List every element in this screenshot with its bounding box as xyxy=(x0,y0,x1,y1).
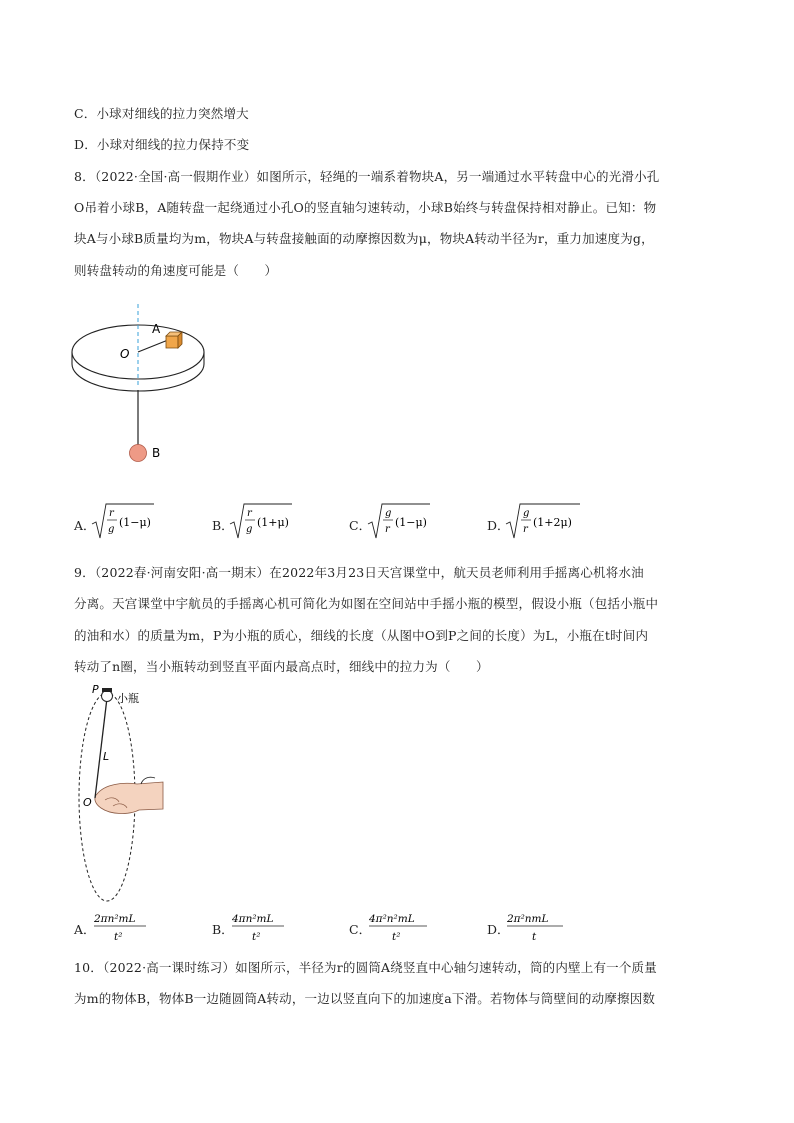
turntable-figure xyxy=(70,300,210,480)
svg-text:t²: t² xyxy=(252,931,261,943)
q9-stem-line-2: 分离。天宫课堂中宇航员的手摇离心机可简化为如图在空间站中手摇小瓶的模型，假设小瓶（包括小瓶中 xyxy=(74,596,659,611)
hand-icon xyxy=(95,777,163,813)
q8-stem-line-4: 则转盘转动的角速度可能是（ ） xyxy=(74,263,278,278)
q9-option-a-formula xyxy=(92,909,152,945)
q9-option-d-letter: D． xyxy=(487,922,510,937)
label-l: L xyxy=(103,750,110,763)
svg-text:t²: t² xyxy=(392,931,401,943)
svg-text:2π²nmL: 2π²nmL xyxy=(507,913,549,925)
svg-text:t²: t² xyxy=(114,931,123,943)
svg-text:r: r xyxy=(109,508,114,519)
label-o: O xyxy=(120,347,130,361)
q9-option-c-letter: C． xyxy=(349,922,372,937)
block-a-icon xyxy=(166,332,182,348)
q7-option-c: C．小球对细线的拉力突然增大 xyxy=(74,106,249,121)
q9-option-d-formula xyxy=(505,909,571,945)
q8-stem-line-1: 8．（2022·全国·高一假期作业）如图所示，轻绳的一端系着物块A，另一端通过水平转盘中心的光滑小孔 xyxy=(74,169,660,184)
q8-option-c-formula xyxy=(366,502,436,542)
q8-option-b-letter: B． xyxy=(212,518,234,533)
svg-text:r: r xyxy=(247,508,252,519)
q8-option-a-letter: A． xyxy=(74,518,96,533)
q7-option-d: D．小球对细线的拉力保持不变 xyxy=(74,137,250,152)
svg-text:t: t xyxy=(532,931,537,943)
label-bottle: 小瓶 xyxy=(117,692,139,705)
svg-text:g: g xyxy=(523,508,530,519)
label-p: P xyxy=(92,683,99,696)
q10-stem-line-2: 为m的物体B，物体B一边随圆筒A转动，一边以竖直向下的加速度a下滑。若物体与筒壁间的动摩擦因数 xyxy=(74,991,656,1006)
q9-option-b-letter: B． xyxy=(212,922,234,937)
centrifuge-figure xyxy=(75,682,205,907)
q10-stem-line-1: 10．（2022·高一课时练习）如图所示，半径为r的圆筒A绕竖直中心轴匀速转动，筒的内壁上有一个质量 xyxy=(74,960,657,975)
svg-text:g: g xyxy=(246,524,253,535)
svg-text:(1−μ): (1−μ) xyxy=(395,516,427,529)
q9-stem-line-1: 9．（2022春·河南安阳·高一期末）在2022年3月23日天宫课堂中，航天员老师利用手摇离心机将水油 xyxy=(74,565,644,580)
q8-stem-line-3: 块A与小球B质量均为m，物块A与转盘接触面的动摩擦因数为μ，物块A转动半径为r，重力加速度为g， xyxy=(74,231,654,246)
label-b: B xyxy=(152,446,161,460)
q8-option-d-formula xyxy=(504,502,584,542)
svg-text:g: g xyxy=(108,524,115,535)
q8-option-d-letter: D． xyxy=(487,518,510,533)
svg-text:r: r xyxy=(385,524,390,535)
q8-stem-line-2: O吊着小球B，A随转盘一起绕通过小孔O的竖直轴匀速转动，小球B始终与转盘保持相对静止。已知：物 xyxy=(74,200,657,215)
svg-text:4πn²mL: 4πn²mL xyxy=(232,913,274,925)
svg-text:(1+2μ): (1+2μ) xyxy=(533,516,572,529)
q8-option-a-formula xyxy=(90,502,160,542)
svg-text:4π²n²mL: 4π²n²mL xyxy=(369,913,415,925)
q8-option-c-letter: C． xyxy=(349,518,372,533)
q9-option-b-formula xyxy=(230,909,290,945)
q8-option-b-formula xyxy=(228,502,298,542)
svg-text:(1+μ): (1+μ) xyxy=(257,516,289,529)
svg-text:(1−μ): (1−μ) xyxy=(119,516,151,529)
label-o-centrifuge: O xyxy=(83,796,92,809)
svg-text:g: g xyxy=(385,508,392,519)
q9-option-a-letter: A． xyxy=(74,922,96,937)
svg-text:r: r xyxy=(523,524,528,535)
bottle-icon xyxy=(102,688,113,702)
svg-text:2πn²mL: 2πn²mL xyxy=(94,913,136,925)
label-a: A xyxy=(152,322,161,336)
q9-option-c-formula xyxy=(367,909,433,945)
q9-stem-line-4: 转动了n圈，当小瓶转动到竖直平面内最高点时，细线中的拉力为（ ） xyxy=(74,659,489,674)
q9-stem-line-3: 的油和水）的质量为m，P为小瓶的质心，细线的长度（从图中O到P之间的长度）为L，小瓶在t时间内 xyxy=(74,628,649,643)
ball-b-icon xyxy=(130,445,147,462)
